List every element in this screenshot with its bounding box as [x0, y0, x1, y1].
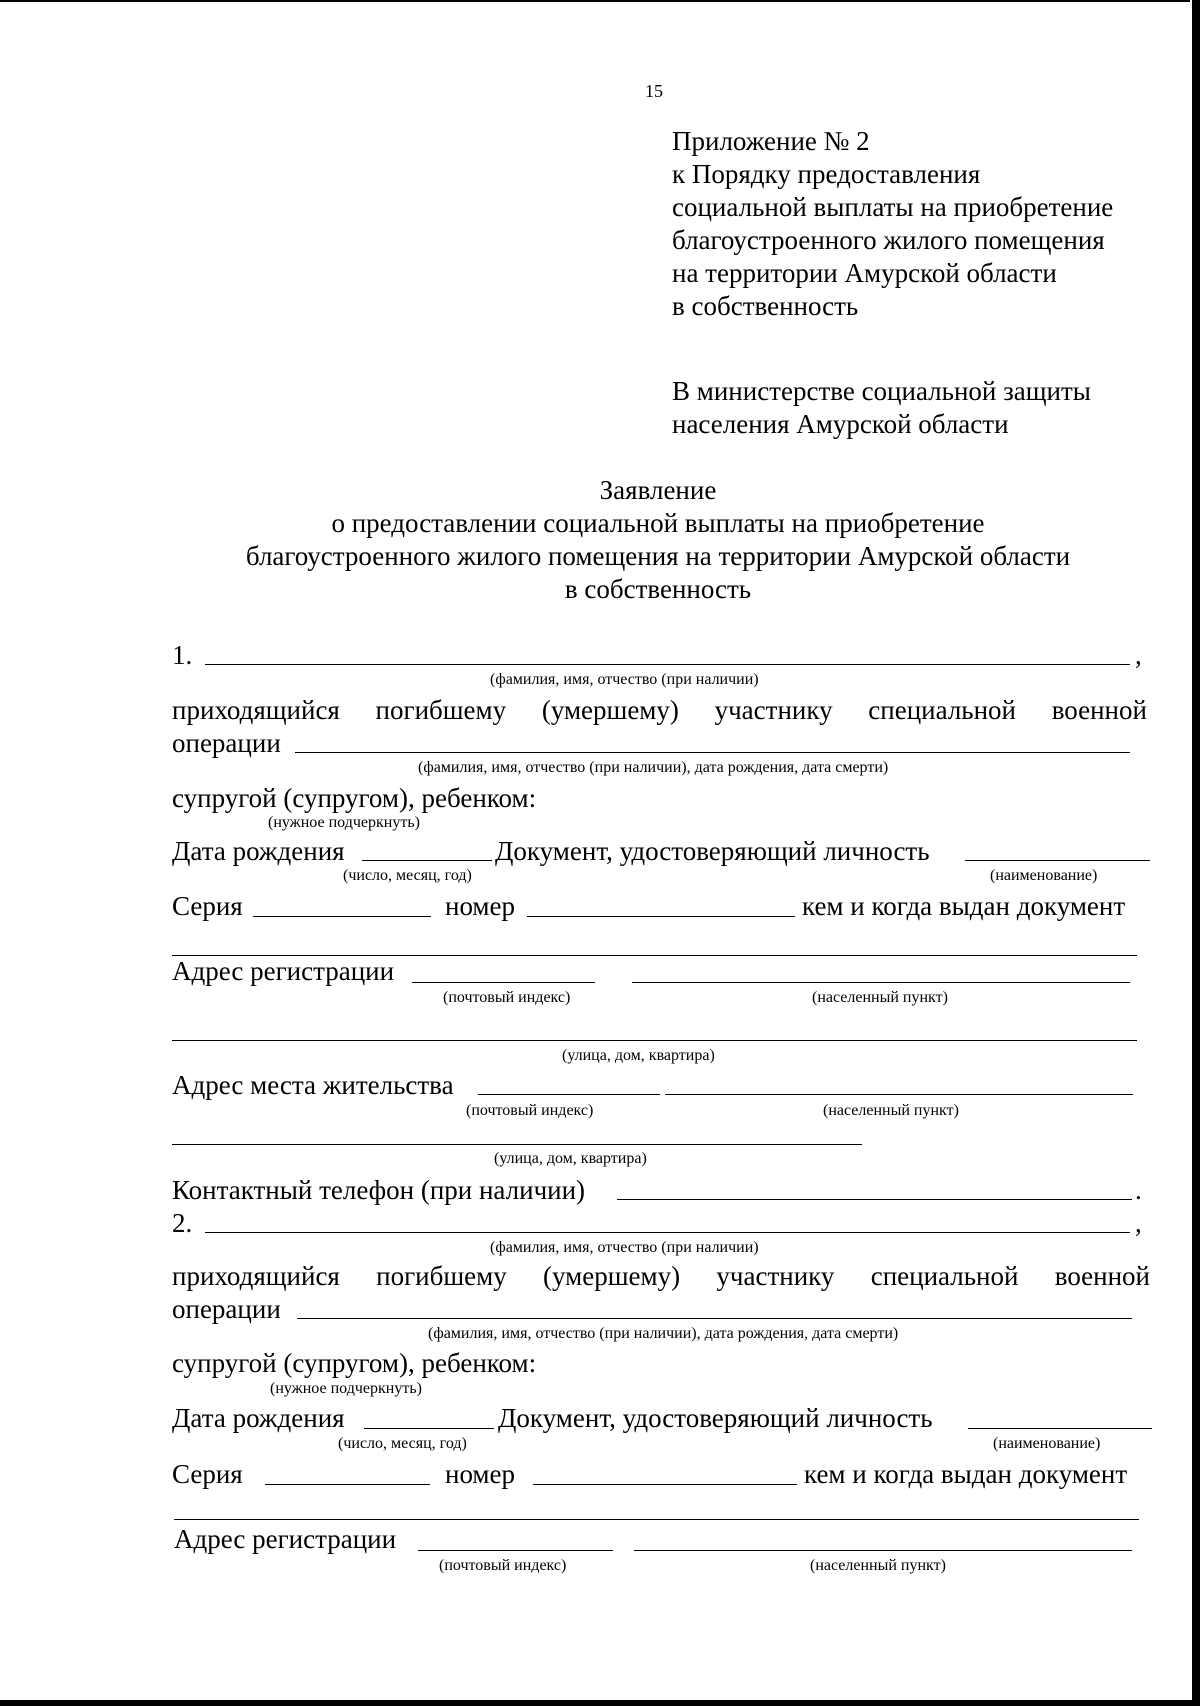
- residence-street-field-1[interactable]: [172, 1144, 862, 1145]
- reg-locality-field-2[interactable]: [634, 1550, 1132, 1551]
- reg-address-label: Адрес регистрации: [172, 956, 395, 986]
- hint-fio-dates: (фамилия, имя, отчество (при наличии), дата рождения, дата смерти): [428, 1325, 899, 1342]
- residence-address-label: Адрес места жительства: [172, 1070, 454, 1100]
- item-number-1: 1.: [172, 640, 193, 670]
- hint-name: (наименование): [993, 1435, 1101, 1452]
- issued-by-field-2[interactable]: [174, 1519, 1139, 1520]
- hint-date: (число, месяц, год): [338, 1435, 467, 1452]
- hint-postal: (почтовый индекс): [439, 1557, 567, 1574]
- page-border-top: [0, 0, 1190, 2]
- hint-postal: (почтовый индекс): [466, 1102, 594, 1119]
- appendix-line: на территории Амурской области: [672, 258, 1057, 288]
- hint-date: (число, месяц, год): [343, 867, 472, 884]
- number-field-1[interactable]: [527, 916, 795, 917]
- appendix-line: благоустроенного жилого помещения: [672, 225, 1105, 255]
- title-line: благоустроенного жилого помещения на территории Амурской области: [245, 541, 1071, 571]
- reg-street-field-1[interactable]: [172, 1040, 1137, 1041]
- hint-locality: (населенный пункт): [823, 1102, 959, 1119]
- appendix-line: Приложение № 2: [672, 126, 870, 156]
- period: .: [1135, 1175, 1142, 1205]
- reg-address-label: Адрес регистрации: [174, 1524, 397, 1554]
- comma: ,: [1135, 1208, 1142, 1238]
- relation-line-2: [172, 1263, 1150, 1290]
- hint-street: (улица, дом, квартира): [562, 1047, 715, 1064]
- hint-locality: (населенный пункт): [812, 989, 948, 1006]
- relation-word: приходящийся: [172, 1261, 340, 1291]
- title-line: о предоставлении социальной выплаты на приобретение: [331, 508, 985, 538]
- birth-date-field-2[interactable]: [364, 1428, 494, 1429]
- phone-label: Контактный телефон (при наличии): [172, 1175, 586, 1205]
- addressee-line: В министерстве социальной защиты: [672, 376, 1091, 406]
- id-document-field-1[interactable]: [965, 860, 1150, 861]
- number-label: номер: [445, 1459, 516, 1489]
- reg-postal-field-2[interactable]: [418, 1550, 613, 1551]
- operation-label: операции: [172, 728, 281, 758]
- series-field-1[interactable]: [253, 916, 431, 917]
- residence-locality-field-1[interactable]: [665, 1094, 1133, 1095]
- relation-word: специальной: [868, 695, 1017, 725]
- relation-word: приходящийся: [172, 695, 340, 725]
- spouse-child-label: супругой (супругом), ребенком:: [172, 783, 537, 813]
- hint-underline: (нужное подчеркнуть): [268, 814, 420, 831]
- page-border-right: [1192, 0, 1200, 1706]
- addressee-line: населения Амурской области: [672, 409, 1009, 439]
- hint-underline: (нужное подчеркнуть): [270, 1380, 422, 1397]
- item-number-2: 2.: [172, 1208, 193, 1238]
- page-border-bottom: [0, 1700, 1200, 1706]
- relation-word: специальной: [870, 1261, 1019, 1291]
- birth-date-field-1[interactable]: [362, 860, 492, 861]
- id-document-label: Документ, удостоверяющий личность: [495, 836, 930, 866]
- relation-word: (умершему): [543, 1261, 681, 1291]
- reg-postal-field-1[interactable]: [412, 982, 595, 983]
- issued-by-label: кем и когда выдан документ: [804, 1459, 1128, 1489]
- relation-word: участнику: [716, 1261, 835, 1291]
- hint-fio: (фамилия, имя, отчество (при наличии): [490, 1239, 759, 1256]
- appendix-line: социальной выплаты на приобретение: [672, 192, 1114, 222]
- relation-word: военной: [1054, 1261, 1150, 1291]
- series-label: Серия: [172, 1459, 243, 1489]
- number-field-2[interactable]: [533, 1484, 797, 1485]
- hint-fio-dates: (фамилия, имя, отчество (при наличии), дата рождения, дата смерти): [418, 759, 889, 776]
- relation-word: погибшему: [376, 1261, 507, 1291]
- birth-date-label: Дата рождения: [172, 1403, 345, 1433]
- relation-word: участнику: [714, 695, 833, 725]
- series-field-2[interactable]: [265, 1484, 430, 1485]
- comma: ,: [1135, 640, 1142, 670]
- fio-field-1[interactable]: [205, 664, 1130, 665]
- relation-word: погибшему: [375, 695, 507, 725]
- reg-locality-field-1[interactable]: [632, 982, 1130, 983]
- participant-field-2[interactable]: [297, 1318, 1132, 1319]
- relation-word: военной: [1051, 695, 1147, 725]
- participant-field-1[interactable]: [295, 752, 1130, 753]
- spouse-child-label: супругой (супругом), ребенком:: [172, 1348, 537, 1378]
- hint-fio: (фамилия, имя, отчество (при наличии): [490, 671, 759, 688]
- hint-street: (улица, дом, квартира): [494, 1150, 647, 1167]
- hint-locality: (населенный пункт): [810, 1557, 946, 1574]
- appendix-line: в собственность: [672, 291, 859, 321]
- title-line: Заявление: [599, 475, 717, 505]
- page-number: 15: [645, 81, 663, 101]
- operation-label: операции: [172, 1294, 281, 1324]
- residence-postal-field-1[interactable]: [478, 1094, 660, 1095]
- id-document-field-2[interactable]: [968, 1428, 1152, 1429]
- phone-field-1[interactable]: [617, 1199, 1132, 1200]
- id-document-label: Документ, удостоверяющий личность: [498, 1403, 933, 1433]
- series-label: Серия: [172, 891, 243, 921]
- hint-postal: (почтовый индекс): [443, 989, 571, 1006]
- title-line: в собственность: [564, 574, 752, 604]
- number-label: номер: [445, 891, 516, 921]
- issued-by-label: кем и когда выдан документ: [802, 891, 1126, 921]
- hint-name: (наименование): [990, 867, 1098, 884]
- fio-field-2[interactable]: [205, 1232, 1130, 1233]
- appendix-line: к Порядку предоставления: [672, 159, 981, 189]
- relation-line-1: [172, 697, 1147, 724]
- birth-date-label: Дата рождения: [172, 836, 345, 866]
- relation-word: (умершему): [541, 695, 679, 725]
